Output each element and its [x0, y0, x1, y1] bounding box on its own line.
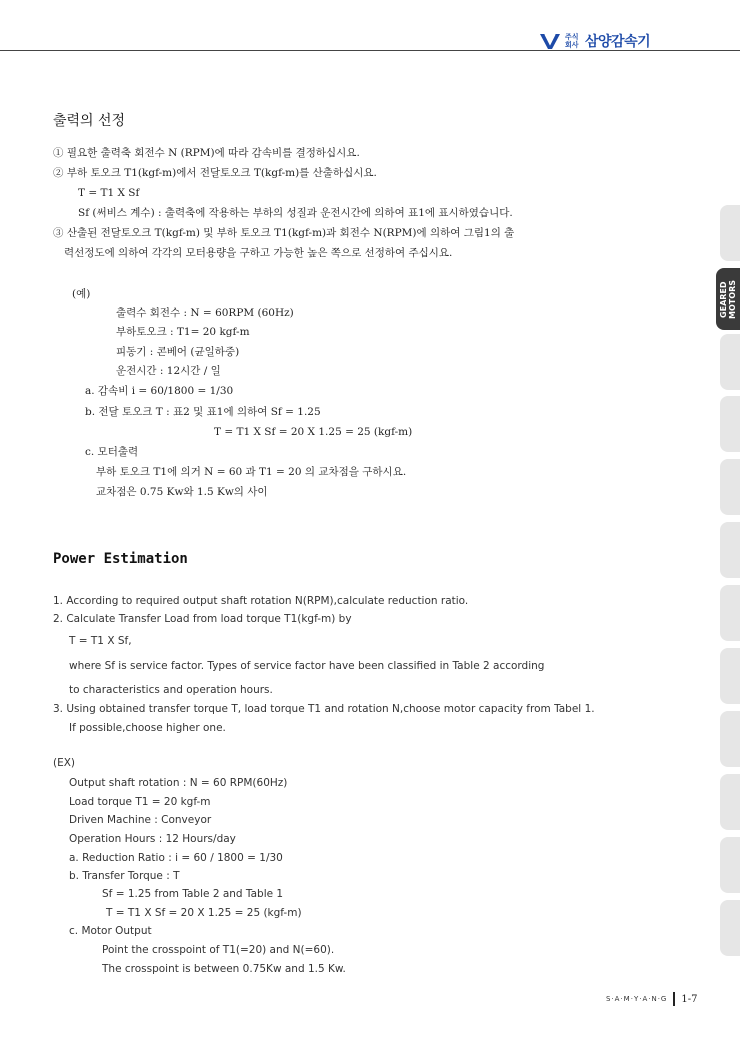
english-line: 2. Calculate Transfer Load from load torque T1(kgf-m) by — [53, 613, 352, 625]
korean-line: 교차점은 0.75 Kw와 1.5 Kw의 사이 — [96, 486, 268, 498]
korean-line: ③ 산출된 전달토오크 T(kgf-m) 및 부하 토오크 T1(kgf-m)과 회전수 N(RPM)에 의하여 그림1의 출 — [53, 227, 515, 239]
english-section-title: Power Estimation — [53, 551, 188, 567]
english-line: Point the crosspoint of T1(=20) and N(=60). — [102, 944, 335, 956]
english-line: Sf = 1.25 from Table 2 and Table 1 — [102, 888, 284, 900]
logo-mark-icon — [539, 32, 561, 50]
english-line: Load torque T1 = 20 kgf-m — [69, 796, 211, 808]
side-tab[interactable] — [720, 205, 740, 261]
logo-company-name: 삼양감속기 — [585, 34, 651, 50]
english-line: Driven Machine : Conveyor — [69, 814, 212, 826]
english-line: b. Transfer Torque : T — [69, 870, 180, 882]
korean-line: 피동기 : 콘베어 (균일하중) — [116, 346, 240, 358]
side-tab[interactable] — [720, 774, 740, 830]
english-line: Operation Hours : 12 Hours/day — [69, 833, 236, 845]
page-number: 1-7 — [681, 993, 698, 1005]
logo-corp-text: 주식회사 — [565, 33, 579, 49]
korean-line: c. 모터출력 — [85, 446, 139, 458]
english-line: c. Motor Output — [69, 925, 152, 937]
english-line: T = T1 X Sf, — [69, 635, 132, 647]
company-logo — [539, 31, 650, 51]
english-line: The crosspoint is between 0.75Kw and 1.5 Kw. — [102, 963, 346, 975]
english-line: to characteristics and operation hours. — [69, 684, 273, 696]
korean-line: T = T1 X Sf = 20 X 1.25 = 25 (kgf-m) — [214, 426, 413, 438]
page-footer — [606, 992, 697, 1006]
korean-line: ② 부하 토오크 T1(kgf-m)에서 전달토오크 T(kgf-m)를 산출하십시요. — [53, 167, 377, 179]
side-tab[interactable] — [720, 648, 740, 704]
side-tab[interactable] — [720, 396, 740, 452]
english-line: (EX) — [53, 757, 76, 769]
side-tab[interactable] — [720, 900, 740, 956]
english-line: a. Reduction Ratio : i = 60 / 1800 = 1/30 — [69, 852, 283, 864]
korean-line: 출력수 회전수 : N = 60RPM (60Hz) — [116, 307, 294, 319]
korean-line: Sf (써비스 계수) : 출력축에 작용하는 부하의 성질과 운전시간에 의하여 표1에 표시하였습니다. — [78, 207, 513, 219]
korean-line: T = T1 X Sf — [78, 187, 140, 199]
side-tab[interactable] — [720, 711, 740, 767]
side-tab[interactable] — [720, 837, 740, 893]
korean-line: a. 감속비 i = 60/1800 = 1/30 — [85, 385, 234, 397]
korean-line: (예) — [72, 288, 91, 300]
english-line: T = T1 X Sf = 20 X 1.25 = 25 (kgf-m) — [106, 907, 302, 919]
korean-line: b. 전달 토오크 T : 표2 및 표1에 의하여 Sf = 1.25 — [85, 406, 321, 418]
korean-line: 부하토오크 : T1= 20 kgf-m — [116, 326, 250, 338]
english-line: 1. According to required output shaft rotation N(RPM),calculate reduction ratio. — [53, 595, 469, 607]
side-tab[interactable] — [720, 522, 740, 578]
korean-line: 부하 토오크 T1에 의거 N = 60 과 T1 = 20 의 교차점을 구하시요. — [96, 466, 407, 478]
footer-brand: S·A·M·Y·A·N·G — [606, 995, 668, 1003]
english-line: If possible,choose higher one. — [69, 722, 226, 734]
side-tab-geared-motors[interactable]: GEARED MOTORS — [716, 268, 740, 330]
korean-line: 운전시간 : 12시간 / 일 — [116, 365, 221, 377]
korean-line: 력선정도에 의하여 각각의 모터용량을 구하고 가능한 높은 쪽으로 선정하여 주십시요. — [64, 247, 453, 259]
english-line: 3. Using obtained transfer torque T, load torque T1 and rotation N,choose motor capacity from Tabel 1. — [53, 703, 595, 715]
korean-line: ① 필요한 출력축 회전수 N (RPM)에 따라 감속비를 결정하십시요. — [53, 147, 360, 159]
side-tab[interactable] — [720, 334, 740, 390]
english-line: where Sf is service factor. Types of service factor have been classified in Table 2 according — [69, 660, 545, 672]
korean-section-title: 출력의 선정 — [53, 113, 126, 129]
side-tab[interactable] — [720, 585, 740, 641]
side-tab[interactable] — [720, 459, 740, 515]
english-line: Output shaft rotation : N = 60 RPM(60Hz) — [69, 777, 288, 789]
